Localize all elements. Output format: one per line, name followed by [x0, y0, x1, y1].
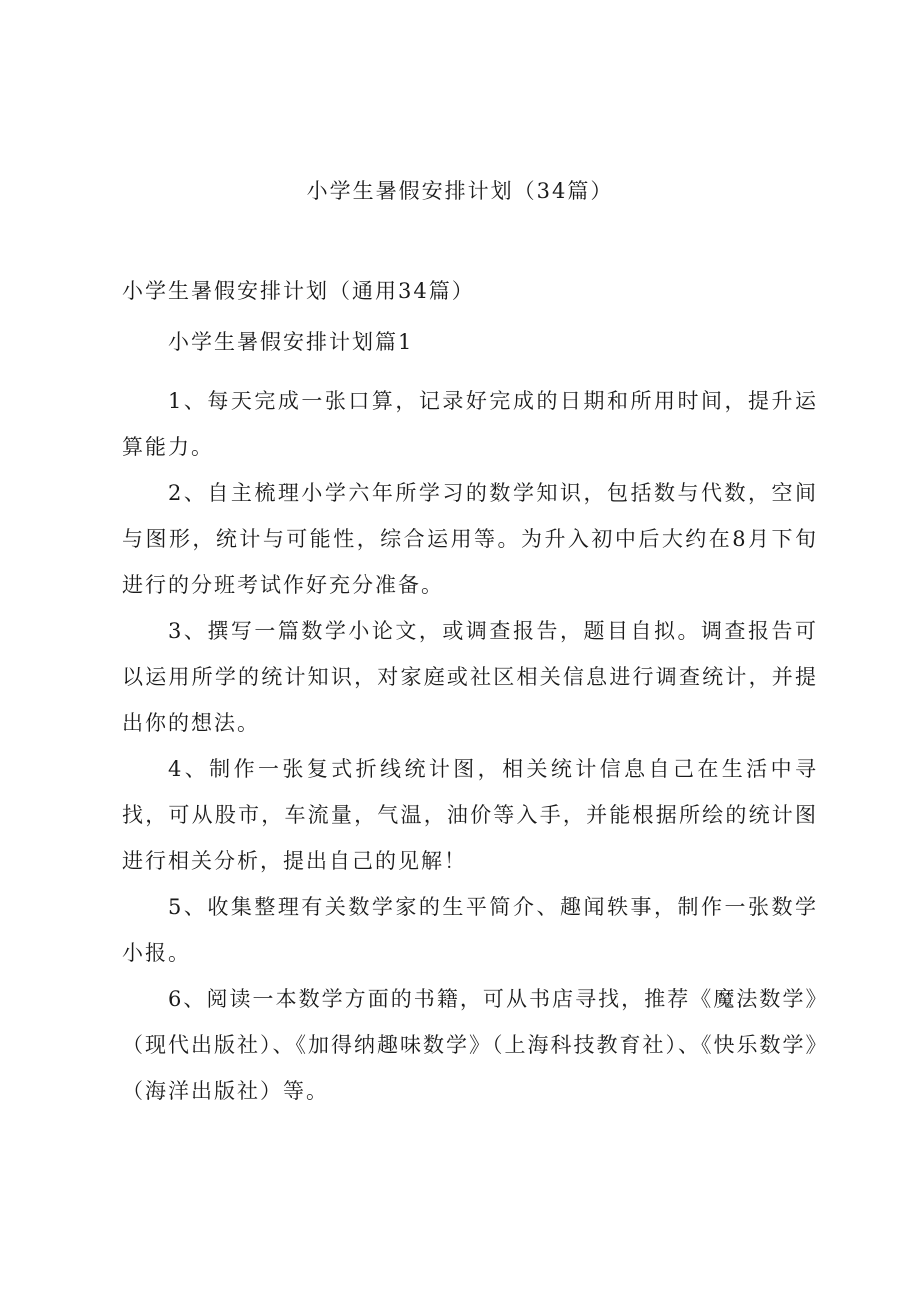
document-body: [122, 276, 818, 1114]
list-item: 3、撰写一篇数学小论文，或调查报告，题目自拟。调查报告可以运用所学的统计知识，对家庭或社区相关信息进行调查统计，并提出你的想法。: [122, 619, 818, 735]
list-item: 6、阅读一本数学方面的书籍，可从书店寻找，推荐《魔法数学》（现代出版社）、《加得纳趣味数学》（上海科技教育社）、《快乐数学》（海洋出版社）等。: [122, 987, 818, 1103]
list-item: 2、自主梳理小学六年所学习的数学知识，包括数与代数，空间与图形，统计与可能性，综合运用等。为升入初中后大约在8月下旬进行的分班考试作好充分准备。: [122, 481, 818, 597]
document-title: 小学生暑假安排计划（34篇）: [306, 179, 614, 203]
list-item: 4、制作一张复式折线统计图，相关统计信息自己在生活中寻找，可从股市，车流量，气温，油价等入手，并能根据所绘的统计图进行相关分析，提出自己的见解！: [122, 757, 818, 873]
list-item: 5、收集整理有关数学家的生平简介、趣闻轶事，制作一张数学小报。: [122, 895, 818, 965]
section-heading: 小学生暑假安排计划篇1: [168, 330, 414, 354]
list-item: 1、每天完成一张口算，记录好完成的日期和所用时间，提升运算能力。: [122, 389, 818, 459]
document-subtitle: 小学生暑假安排计划（通用34篇）: [122, 279, 475, 303]
